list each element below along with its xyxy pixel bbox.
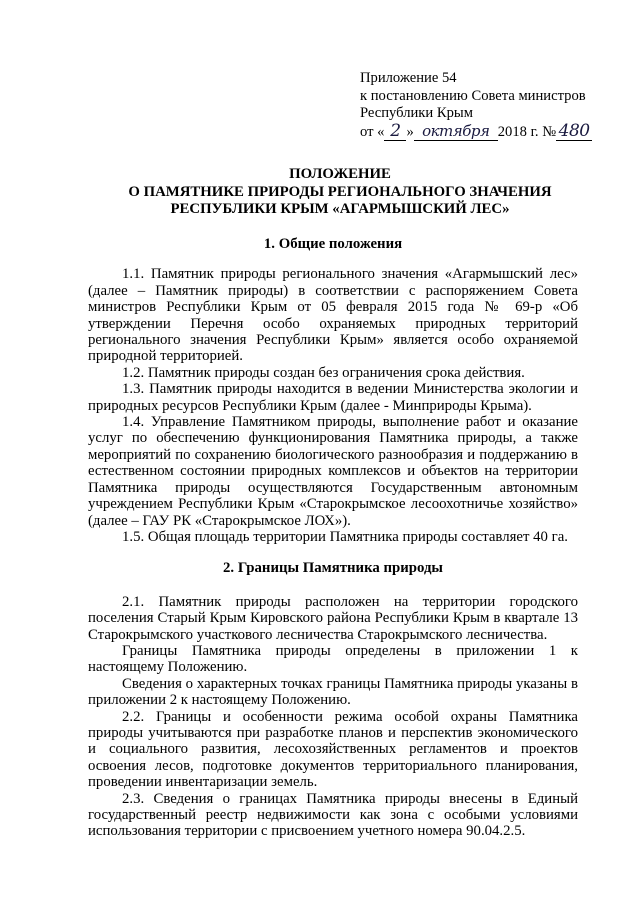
paragraph-1-4: 1.4. Управление Памятником природы, выполнение работ и оказание услуг по обеспечению функционирования Памятника природы, а также мероприятий по сохранению биологического разнообразия и поддержанию в естественном состоянии природных комплексов и объектов на территории Памятника природы осуществляются Государственным автономным учреждением Республики Крым «Старокрымское лесоохотничье хозяйство» (далее – ГАУ РК «Старокрымское ЛОХ»).: [88, 414, 578, 529]
handwritten-number: 480: [556, 123, 592, 142]
paragraph-2-1-points: Сведения о характерных точках границы Памятника природы указаны в приложении 2 к настоящему Положению.: [88, 675, 578, 709]
paragraph-2-3: 2.3. Сведения о границах Памятника природы внесены в Единый государственный реестр недвижимости как зона с особыми условиями использования территории с присвоением учетного номера 90.04.2.5.: [88, 790, 578, 840]
appendix-line-3: Республики Крым: [360, 105, 473, 121]
paragraph-1-5: 1.5. Общая площадь территории Памятника природы составляет 40 га.: [122, 528, 568, 545]
title-line-1: ПОЛОЖЕНИЕ: [289, 166, 391, 182]
paragraph-1-3: 1.3. Памятник природы находится в ведении Министерства экологии и природных ресурсов Республики Крым (далее - Минприроды Крыма).: [88, 381, 578, 414]
title-line-3: РЕСПУБЛИКИ КРЫМ «АГАРМЫШСКИЙ ЛЕС»: [170, 201, 510, 217]
section-1-heading: 1. Общие положения: [263, 236, 403, 252]
paragraph-1-2: 1.2. Памятник природы создан без ограничения срока действия.: [122, 364, 525, 381]
appendix-line-2: к постановлению Совета министров: [360, 87, 586, 104]
paragraph-2-2: 2.2. Границы и особенности режима особой охраны Памятника природы учитываются при разработке планов и перспектив экономического и социального развития, лесохозяйственных регламентов и проектов освоения лесов, подготовке документов территориального планирования, проведении инвентаризации земель.: [88, 708, 578, 791]
appendix-date-line: [360, 120, 610, 142]
document-title: [60, 166, 620, 219]
date-prefix: от «: [360, 123, 385, 140]
section-2-heading: 2. Границы Памятника природы: [223, 560, 443, 577]
date-year: 2018 г. №: [497, 123, 557, 140]
paragraph-2-1-borders: Границы Памятника природы определены в приложении 1 к настоящему Положению.: [88, 642, 578, 676]
document-body: [88, 236, 578, 840]
title-line-2: О ПАМЯТНИКЕ ПРИРОДЫ РЕГИОНАЛЬНОГО ЗНАЧЕНИЯ: [128, 183, 552, 200]
date-mid: »: [406, 123, 414, 140]
paragraph-2-1: 2.1. Памятник природы расположен на территории городского поселения Старый Крым Кировского района Республики Крым в квартале 13 Старокрымского участкового лесничества Старокрымского лесничества.: [88, 593, 578, 643]
appendix-line-1: Приложение 54: [360, 70, 457, 86]
handwritten-month: октября: [414, 123, 498, 142]
paragraph-1-1: 1.1. Памятник природы регионального значения «Агармышский лес» (далее – Памятник природы) в соответствии с распоряжением Совета министров Республики Крым от 05 февраля 2015 года № 69-р «Об утверждении Перечня особо охраняемых природных территорий регионального значения Республики Крым» является особо охраняемой природной территорией.: [88, 266, 578, 365]
handwritten-day: 2: [384, 123, 406, 142]
appendix-block: [360, 70, 610, 141]
